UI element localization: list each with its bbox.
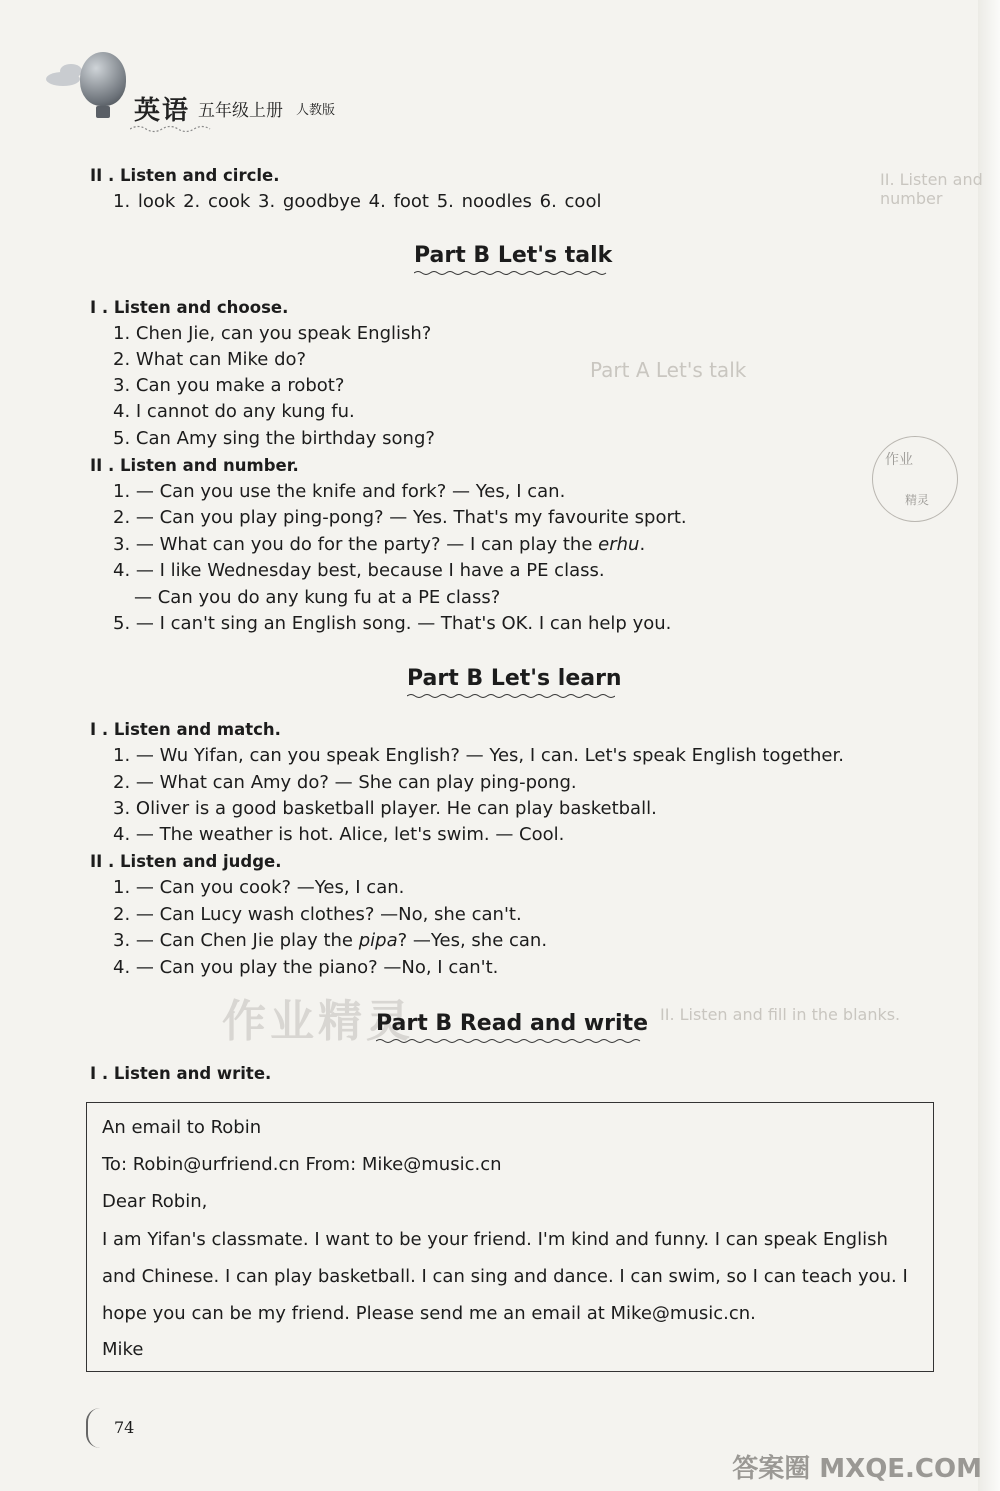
subject-title: 英语 — [134, 96, 191, 126]
part-b-talk-title: Part B Let's talk — [414, 243, 613, 268]
email-signature: Mike — [102, 1339, 144, 1360]
choose-item: 2. What can Mike do? — [113, 349, 307, 370]
hot-air-balloon-icon — [80, 52, 126, 106]
listen-judge-heading: II . Listen and judge. — [90, 852, 282, 871]
judge-item: 4. — Can you play the piano? —No, I can't. — [113, 957, 499, 978]
email-to-from: To: Robin@urfriend.cn From: Mike@music.cn — [102, 1154, 502, 1175]
number-item — [113, 534, 645, 555]
number-item: 1. — Can you use the knife and fork? — Yes, I can. — [113, 481, 566, 502]
match-item: 3. Oliver is a good basketball player. He can play basketball. — [113, 798, 657, 819]
listen-write-heading: I . Listen and write. — [90, 1064, 272, 1083]
choose-item: 1. Chen Jie, can you speak English? — [113, 323, 432, 344]
listen-choose-heading: I . Listen and choose. — [90, 298, 289, 317]
email-body-line: and Chinese. I can play basketball. I can sing and dance. I can swim, so I can teach you. I — [102, 1266, 908, 1287]
listen-number-heading: II . Listen and number. — [90, 456, 299, 475]
number-item: 2. — Can you play ping-pong? — Yes. That's my favourite sport. — [113, 507, 687, 528]
erhu-word: erhu — [598, 534, 640, 555]
balloon-basket-icon — [96, 106, 110, 118]
choose-item: 3. Can you make a robot? — [113, 375, 345, 396]
listen-circle-heading: II . Listen and circle. — [90, 166, 280, 185]
bleed-through-text: II. Listen and fill in the blanks. — [660, 1005, 901, 1024]
period: . — [639, 534, 646, 555]
cloud-icon — [60, 64, 82, 78]
title-underline-decoration — [407, 693, 615, 699]
email-greeting: Dear Robin, — [102, 1191, 208, 1212]
bleed-through-text: II. Listen and number — [880, 170, 983, 208]
title-underline-decoration — [376, 1038, 644, 1044]
page-edge — [978, 0, 1000, 1491]
part-b-learn-title: Part B Let's learn — [407, 666, 622, 691]
choose-item: 4. I cannot do any kung fu. — [113, 401, 355, 422]
email-body-line: I am Yifan's classmate. I want to be your friend. I'm kind and funny. I can speak English — [102, 1229, 888, 1250]
number-item-text: 3. — What can you do for the party? — I can play the — [113, 534, 593, 555]
judge-item-text: 3. — Can Chen Jie play the — [113, 930, 354, 951]
number-item-continued: — Can you do any kung fu at a PE class? — [134, 587, 501, 608]
email-body-line: hope you can be my friend. Please send me an email at Mike@music.cn. — [102, 1303, 756, 1324]
choose-item: 5. Can Amy sing the birthday song? — [113, 428, 435, 449]
match-item: 1. — Wu Yifan, can you speak English? — Yes, I can. Let's speak English together. — [113, 745, 844, 766]
stamp-watermark — [872, 436, 958, 522]
judge-item — [113, 930, 547, 951]
grade-label: 五年级上册 — [198, 101, 283, 121]
edition-label: 人教版 — [296, 103, 336, 118]
page-number-decoration — [86, 1408, 108, 1448]
header-wave-decoration — [130, 124, 220, 134]
footer-watermark: 答案圈 MXQE.COM — [732, 1454, 982, 1484]
part-b-read-write-title: Part B Read and write — [376, 1011, 649, 1036]
judge-item: 2. — Can Lucy wash clothes? —No, she can't. — [113, 904, 522, 925]
number-item: 4. — I like Wednesday best, because I have a PE class. — [113, 560, 605, 581]
pipa-word: pipa — [358, 930, 398, 951]
watermark-text: 作业精灵 — [222, 996, 414, 1047]
listen-circle-words: 1. look 2. cook 3. goodbye 4. foot 5. noodles 6. cool — [113, 191, 602, 212]
bleed-through-text: Part A Let's talk — [590, 358, 747, 382]
title-underline-decoration — [414, 270, 610, 276]
match-item: 2. — What can Amy do? — She can play ping-pong. — [113, 772, 577, 793]
email-subject: An email to Robin — [102, 1117, 262, 1138]
match-item: 4. — The weather is hot. Alice, let's swim. — Cool. — [113, 824, 565, 845]
judge-item-tail: ? —Yes, she can. — [397, 930, 548, 951]
email-box — [86, 1102, 934, 1372]
page-number: 74 — [114, 1418, 135, 1437]
stamp-top-text: 作业 — [885, 452, 913, 468]
judge-item: 1. — Can you cook? —Yes, I can. — [113, 877, 405, 898]
stamp-bottom-text: 精灵 — [905, 493, 930, 507]
number-item: 5. — I can't sing an English song. — That's OK. I can help you. — [113, 613, 672, 634]
listen-match-heading: I . Listen and match. — [90, 720, 281, 739]
